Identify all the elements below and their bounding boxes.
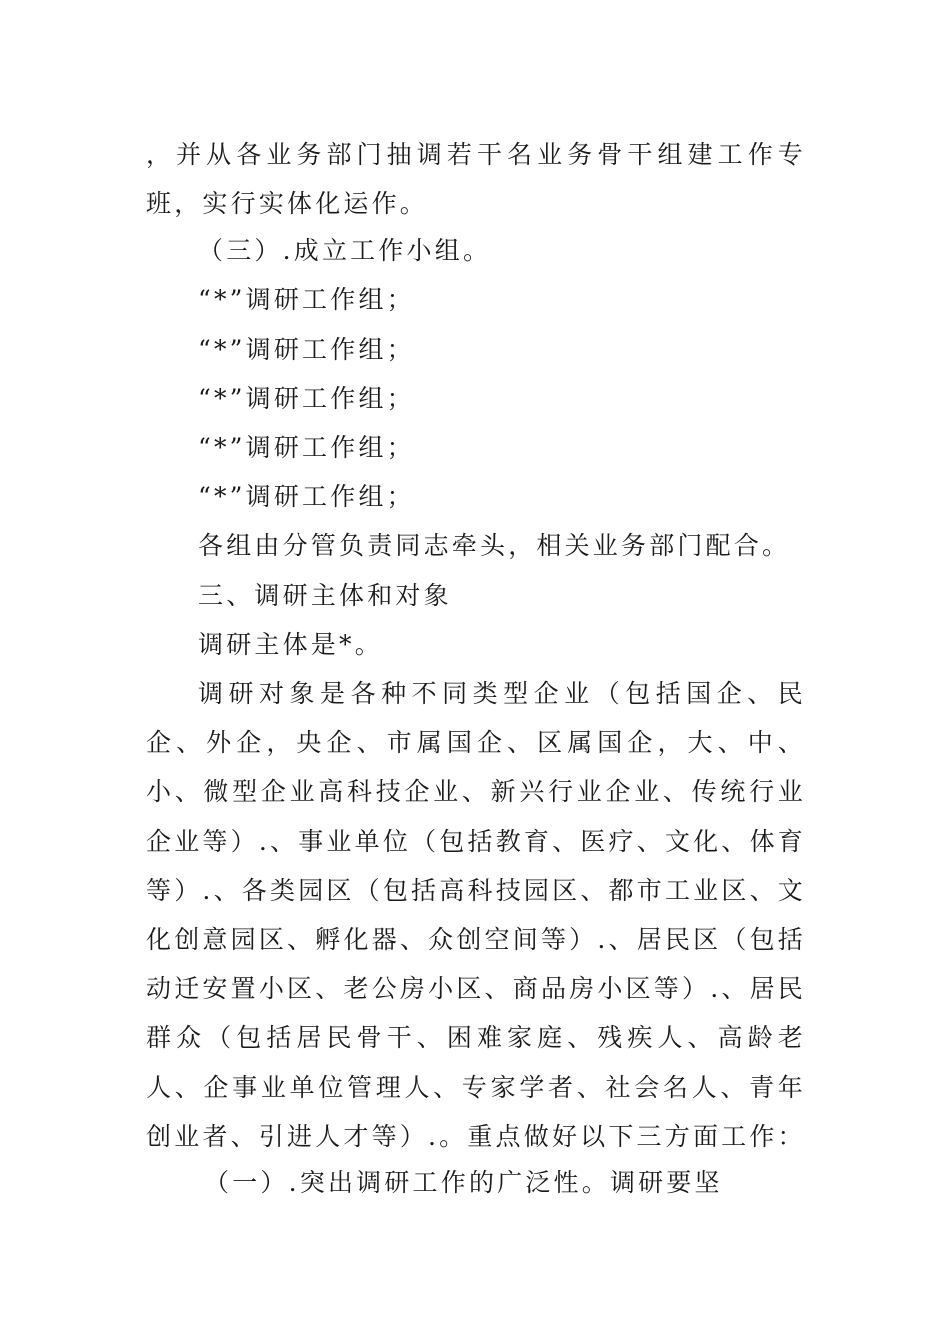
working-group-item: “*”调研工作组；: [198, 335, 415, 364]
section-heading-research-subjects: 三、调研主体和对象: [198, 581, 452, 610]
working-group-item: “*”调研工作组；: [198, 285, 415, 314]
paragraph-group-leadership: 各组由分管负责同志牵头，相关业务部门配合。: [198, 531, 791, 560]
paragraph-research-subject: 调研主体是*。: [198, 630, 383, 659]
working-group-item: “*”调研工作组；: [198, 384, 415, 413]
heading-set-up-working-groups: （三）.成立工作小组。: [198, 236, 492, 265]
working-group-item: “*”调研工作组；: [198, 433, 415, 462]
working-group-item: “*”调研工作组；: [198, 482, 415, 511]
paragraph-research-objects: 调研对象是各种不同类型企业（包括国企、民企、外企，央企、市属国企、区属国企，大、中、小、微型企业高科技企业、新兴行业企业、传统行业企业等）.、事业单位（包括教育、医疗、文化、体育等）.、各类园区（包括高科技园区、都市工业区、文化创意园区、孵化器、众创空间等）.、居民区（包括动迁安置小区、老公房小区、商品房小区等）.、居民群众（包括居民骨干、困难家庭、残疾人、高龄老人、企事业单位管理人、专家学者、社会名人、青年创业者、引进人才等）.。重点做好以下三方面工作：: [146, 679, 806, 1151]
paragraph-special-task-force: ，并从各业务部门抽调若干名业务骨干组建工作专班，实行实体化运作。: [146, 140, 806, 219]
paragraph-highlight-breadth: （一）.突出调研工作的广泛性。调研要坚: [204, 1168, 723, 1197]
